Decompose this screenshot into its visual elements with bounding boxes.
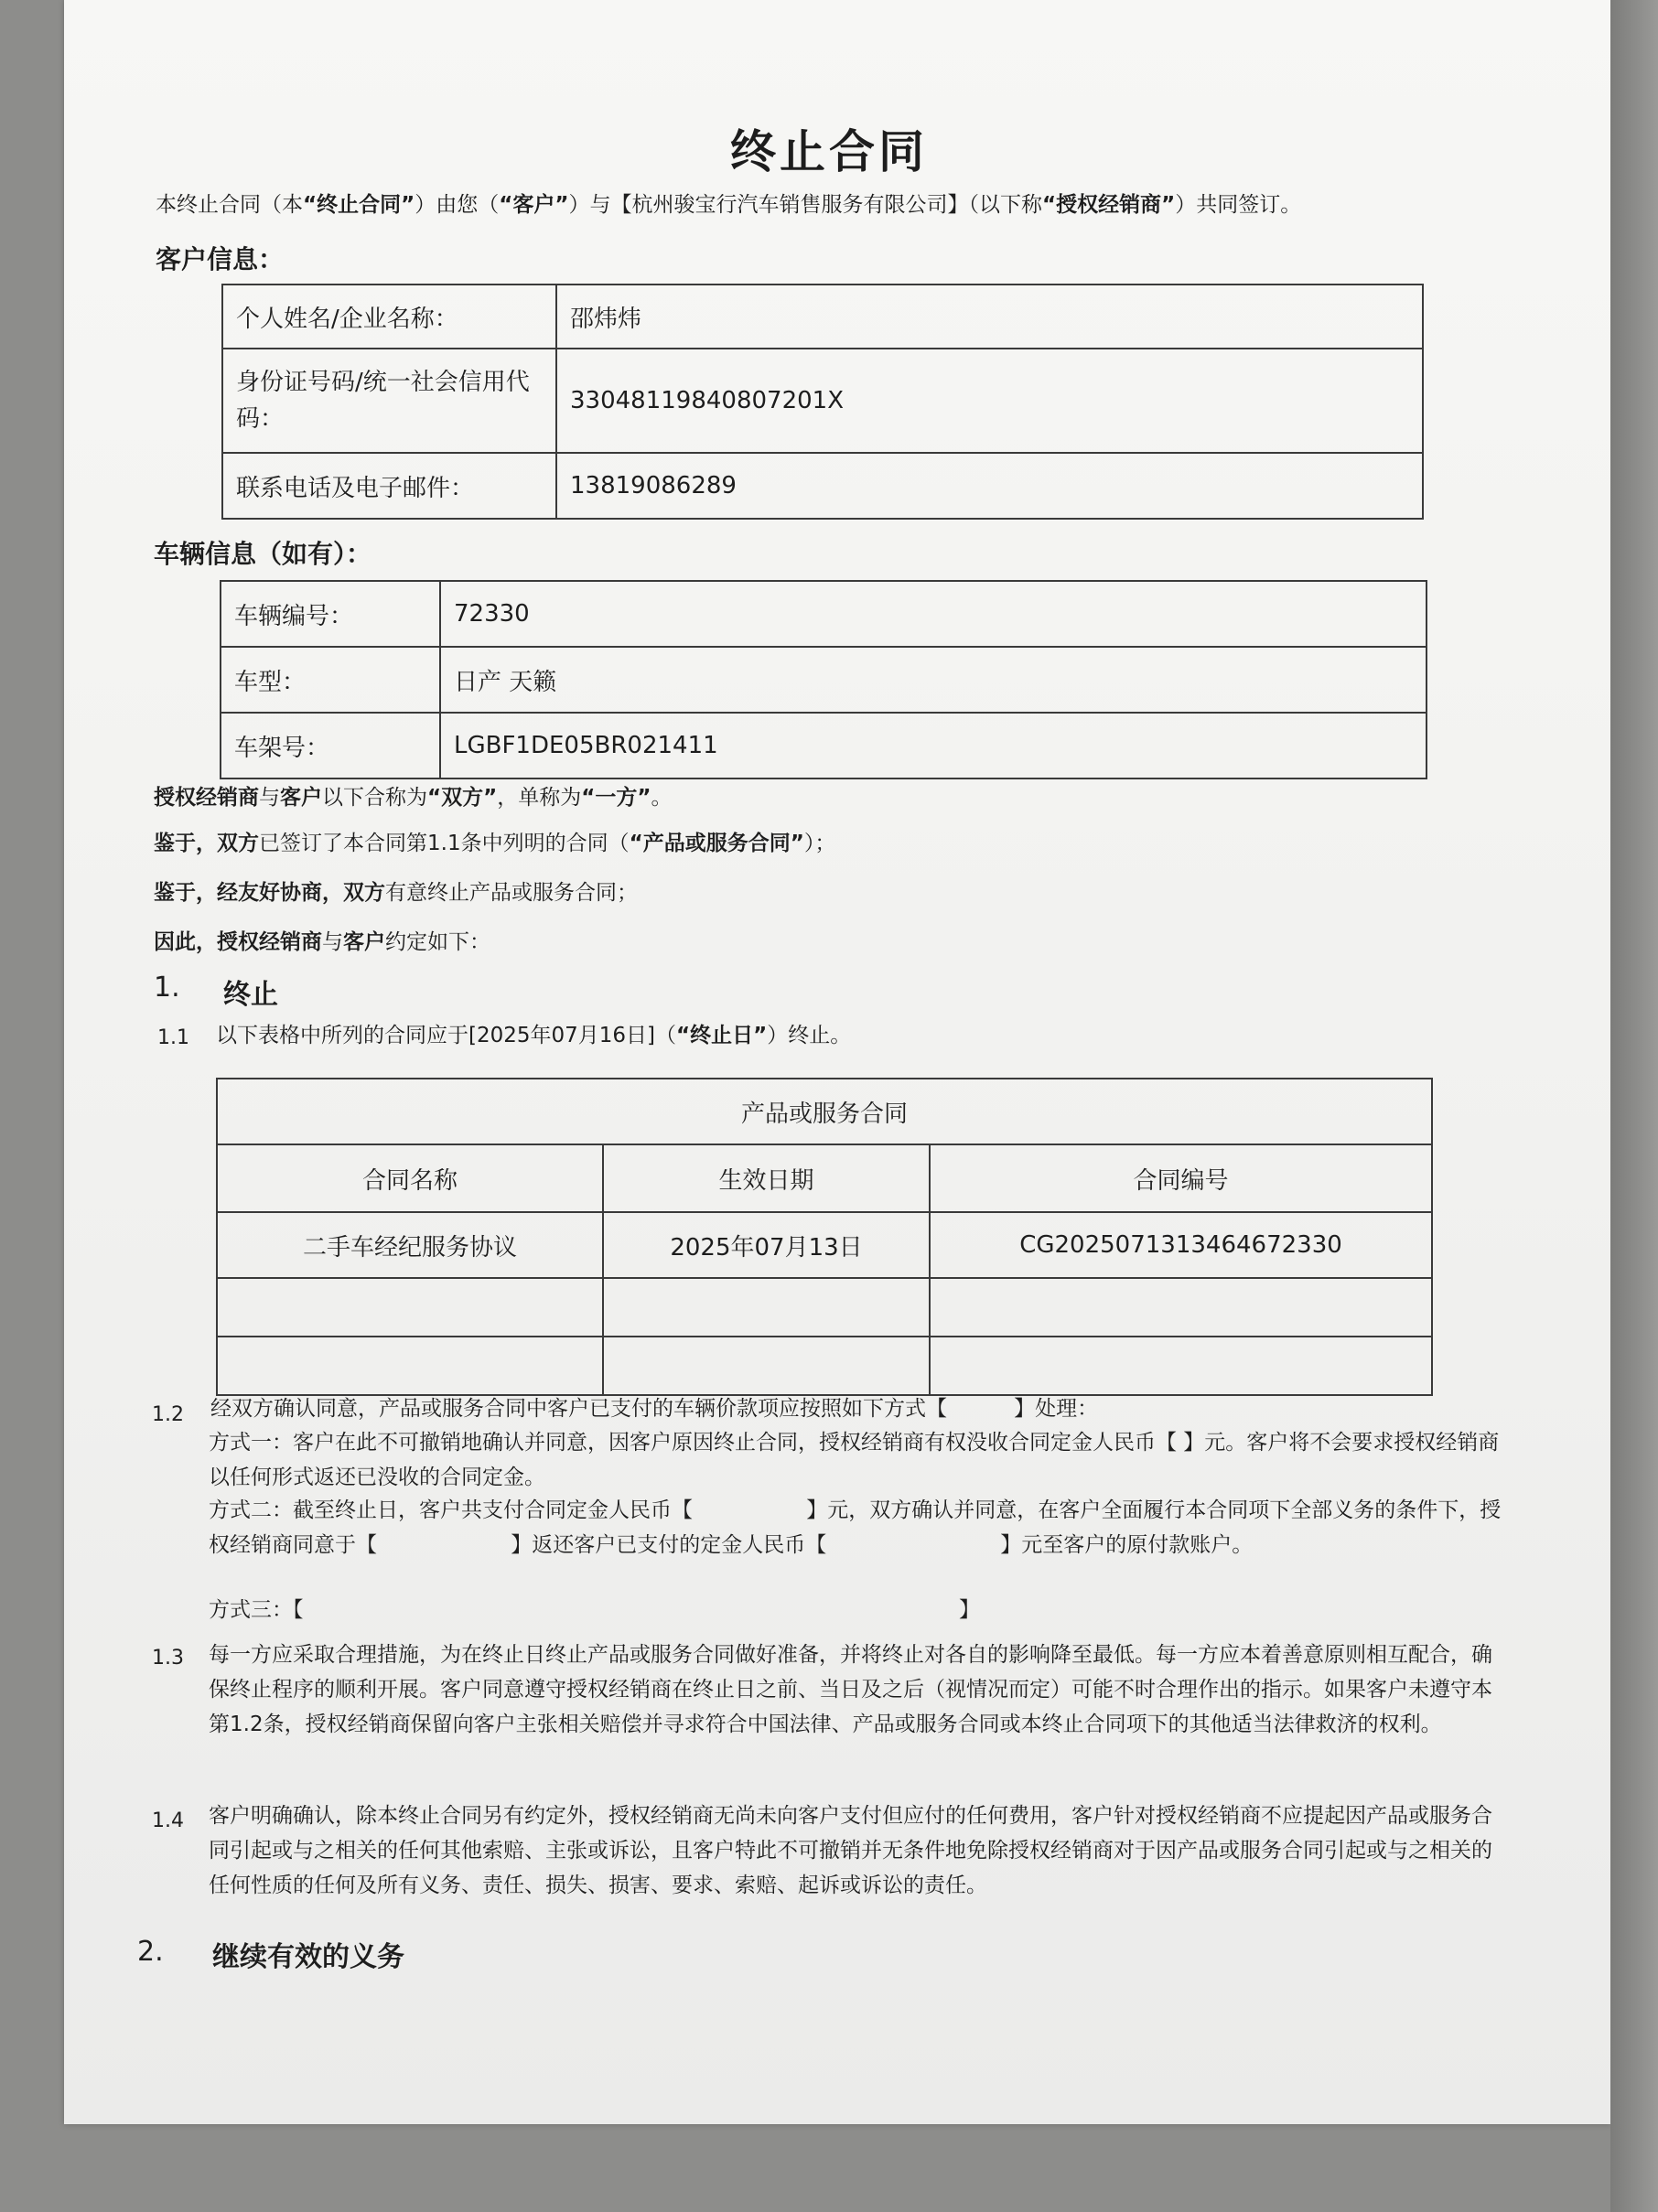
intro-paragraph: 本终止合同（本“终止合同”）由您（“客户”）与【杭州骏宝行汽车销售服务有限公司】（以下称“授权经销商”）共同签订。 <box>156 193 1302 217</box>
table-row <box>222 453 1423 519</box>
section-2-number: 2. <box>137 1936 164 1968</box>
clause-1-3-text: 每一方应采取合理措施，为在终止日终止产品或服务合同做好准备，并将终止对各自的影响降至最低。每一方应本着善意原则相互配合，确保终止程序的顺利开展。客户同意遵守授权经销商在终止日之前、当日及之后（视情况而定）可能不时合理作出的指示。如果客户未遵守本第1.2条，授权经销商保留向客户主张相关赔偿并寻求符合中国法律、产品或服务合同或本终止合同项下的其他适当法律救济的权利。 <box>209 1643 1492 1736</box>
section-1-title: 终止 <box>223 979 278 1011</box>
vehicle-model-value: 日产 天籁 <box>440 647 1427 713</box>
table-row <box>217 1337 1432 1395</box>
table-row <box>221 713 1427 778</box>
clause-1-2-intro: 经双方确认同意，产品或服务合同中客户已支付的车辆价款项应按照如下方式【 】处理： <box>210 1397 1099 1421</box>
vehicle-vin-value: LGBF1DE05BR021411 <box>440 713 1427 778</box>
header-contract-name: 合同名称 <box>217 1144 603 1212</box>
preamble-therefore: 因此，授权经销商与客户约定如下： <box>154 930 490 954</box>
document-title: 终止合同 <box>730 125 928 178</box>
clause-1-2-method-3: 方式三：【 】 <box>209 1598 980 1622</box>
contract-number-cell: CG2025071313464672330 <box>930 1212 1432 1278</box>
vehicle-model-label: 车型： <box>221 647 440 713</box>
customer-contact-label: 联系电话及电子邮件： <box>222 453 556 519</box>
empty-cell <box>930 1278 1432 1337</box>
table-row <box>217 1212 1432 1278</box>
clause-1-4-text: 客户明确确认，除本终止合同另有约定外，授权经销商无尚未向客户支付但应付的任何费用，客户针对授权经销商不应提起因产品或服务合同引起或与之相关的任何其他索赔、主张或诉讼，且客户特此不可撤销并无条件地免除授权经销商对于因产品或服务合同引起或与之相关的任何性质的任何及所有义务、责任、损失、损害、要求、索赔、起诉或诉讼的责任。 <box>209 1804 1492 1897</box>
customer-info-table <box>221 284 1424 520</box>
clause-1-1-number: 1.1 <box>157 1026 189 1049</box>
table-row <box>217 1144 1432 1212</box>
header-contract-number: 合同编号 <box>930 1144 1432 1212</box>
customer-id-label: 身份证号码/统一社会信用代码： <box>222 349 556 453</box>
customer-contact-value: 13819086289 <box>556 453 1423 519</box>
vehicle-info-table <box>220 580 1427 779</box>
empty-cell <box>217 1337 603 1395</box>
clause-1-1-text: 以下表格中所列的合同应于[2025年07月16日]（“终止日”）终止。 <box>216 1024 852 1047</box>
clause-1-2-number: 1.2 <box>152 1403 184 1426</box>
table-row <box>221 647 1427 713</box>
clause-1-2-method-1: 方式一：客户在此不可撤销地确认并同意，因客户原因终止合同，授权经销商有权没收合同定金人民币【 】元。客户将不会要求授权经销商以任何形式返还已没收的合同定金。 <box>209 1431 1500 1489</box>
preamble-whereas-1: 鉴于，双方已签订了本合同第1.1条中列明的合同（“产品或服务合同”）； <box>154 832 836 855</box>
empty-cell <box>930 1337 1432 1395</box>
customer-name-label: 个人姓名/企业名称： <box>222 285 556 349</box>
contract-date-cell: 2025年07月13日 <box>603 1212 930 1278</box>
section-1-number: 1. <box>154 972 180 1004</box>
vehicle-number-label: 车辆编号： <box>221 581 440 647</box>
clause-1-2-method-2: 方式二：截至终止日，客户共支付合同定金人民币【 】元，双方确认并同意，在客户全面履行本合同项下全部义务的条件下，授权经销商同意于【 】返还客户已支付的定金人民币【 】元至客户的原付款账户。 <box>209 1498 1502 1557</box>
vehicle-vin-label: 车架号： <box>221 713 440 778</box>
table-row <box>217 1278 1432 1337</box>
table-row <box>222 349 1423 453</box>
customer-info-heading: 客户信息： <box>156 244 285 274</box>
clause-1-3-number: 1.3 <box>152 1647 184 1670</box>
contracts-table <box>216 1078 1433 1396</box>
contract-name-cell: 二手车经纪服务协议 <box>217 1212 603 1278</box>
section-2-title: 继续有效的义务 <box>212 1941 404 1973</box>
contracts-table-caption: 产品或服务合同 <box>217 1079 1432 1144</box>
header-effective-date: 生效日期 <box>603 1144 930 1212</box>
preamble-parties: 授权经销商与客户以下合称为“双方”，单称为“一方”。 <box>154 786 673 810</box>
customer-name-value: 邵炜炜 <box>556 285 1423 349</box>
background-surface <box>1610 0 1658 2212</box>
customer-id-value: 33048119840807201X <box>556 349 1423 453</box>
empty-cell <box>603 1337 930 1395</box>
table-row <box>217 1079 1432 1144</box>
table-row <box>221 581 1427 647</box>
clause-1-4-number: 1.4 <box>152 1809 184 1832</box>
preamble-whereas-2: 鉴于，经友好协商，双方有意终止产品或服务合同； <box>154 881 638 905</box>
vehicle-number-value: 72330 <box>440 581 1427 647</box>
empty-cell <box>603 1278 930 1337</box>
empty-cell <box>217 1278 603 1337</box>
table-row <box>222 285 1423 349</box>
vehicle-info-heading: 车辆信息（如有）： <box>154 539 372 569</box>
